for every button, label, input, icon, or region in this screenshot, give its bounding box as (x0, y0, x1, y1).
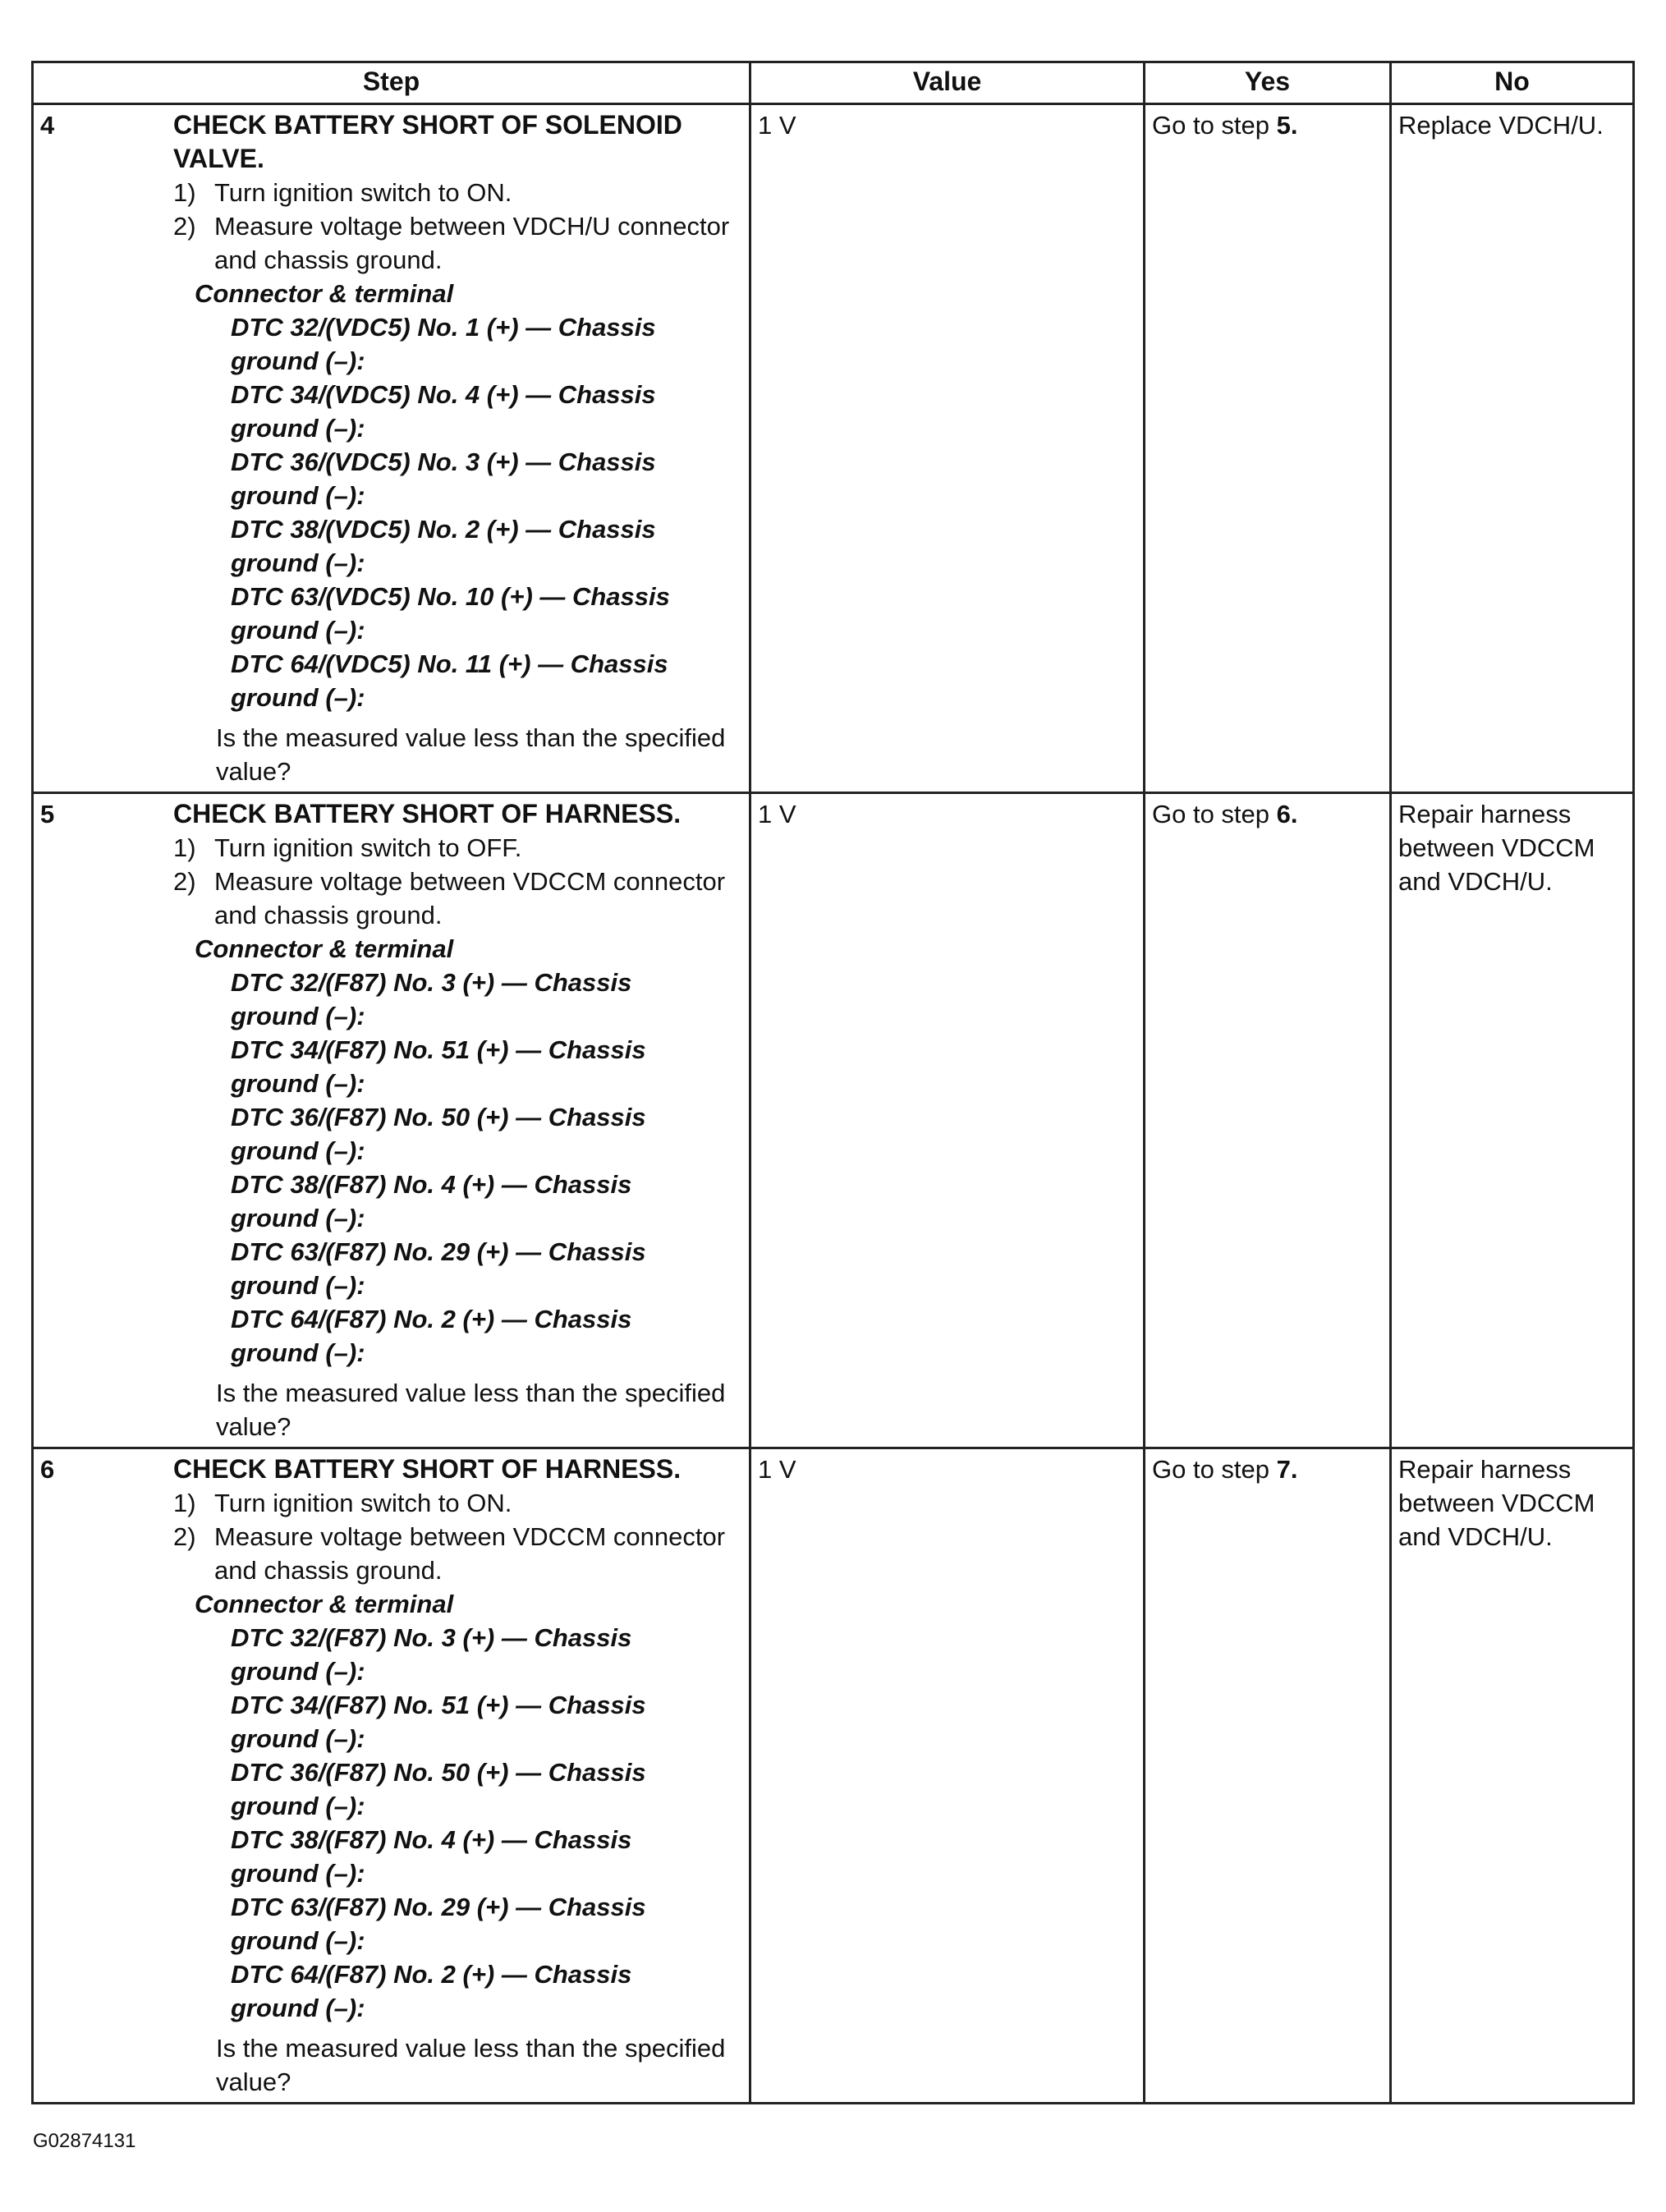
terminal-line: DTC 32/(F87) No. 3 (+) — Chassis ground (–): (231, 1623, 632, 1686)
header-yes: Yes (1145, 62, 1391, 104)
table-row (33, 104, 1634, 793)
question: Is the measured value less than the specified value? (216, 723, 726, 786)
table-header-row (33, 62, 1634, 104)
terminal-line: DTC 64/(F87) No. 2 (+) — Chassis ground (–): (231, 1305, 632, 1367)
figure-id: G02874131 (33, 2130, 136, 2152)
diagnostic-table (31, 61, 1635, 2104)
instruction: 2) Measure voltage between VDCCM connector and chassis ground. (173, 867, 726, 929)
yes-step-number: 7. (1276, 1455, 1298, 1484)
yes-cell: Go to step 6. (1145, 793, 1391, 1448)
no-cell: Replace VDCH/U. (1391, 104, 1634, 793)
value-cell: 1 V (750, 1448, 1145, 2104)
step-cell (33, 793, 750, 1448)
no-cell: Repair harness between VDCCM and VDCH/U. (1391, 793, 1634, 1448)
header-no: No (1391, 62, 1634, 104)
step-number: 6 (40, 1455, 55, 1484)
step-title: CHECK BATTERY SHORT OF HARNESS. (173, 1454, 682, 1484)
step-title: CHECK BATTERY SHORT OF HARNESS. (173, 799, 682, 828)
instruction: 2) Measure voltage between VDCH/U connector and chassis ground. (173, 212, 730, 274)
terminal-line: DTC 32/(F87) No. 3 (+) — Chassis ground (–): (231, 968, 632, 1030)
terminal-line: DTC 63/(F87) No. 29 (+) — Chassis ground (–): (231, 1237, 646, 1300)
terminal-line: DTC 38/(VDC5) No. 2 (+) — Chassis ground (–): (231, 515, 656, 577)
terminal-line: DTC 63/(F87) No. 29 (+) — Chassis ground (–): (231, 1893, 646, 1955)
terminal-line: DTC 36/(VDC5) No. 3 (+) — Chassis ground (–): (231, 447, 656, 510)
connector-terminal-heading: Connector & terminal (195, 934, 454, 963)
terminal-line: DTC 38/(F87) No. 4 (+) — Chassis ground (–): (231, 1170, 632, 1232)
step-cell (33, 1448, 750, 2104)
terminal-line: DTC 32/(VDC5) No. 1 (+) — Chassis ground (–): (231, 313, 656, 375)
instruction: 2) Measure voltage between VDCCM connector and chassis ground. (173, 1522, 726, 1585)
header-step: Step (33, 62, 750, 104)
terminal-line: DTC 38/(F87) No. 4 (+) — Chassis ground (–): (231, 1825, 632, 1888)
terminal-line: DTC 34/(VDC5) No. 4 (+) — Chassis ground (–): (231, 380, 656, 443)
header-value: Value (750, 62, 1145, 104)
terminal-line: DTC 34/(F87) No. 51 (+) — Chassis ground (–): (231, 1691, 646, 1753)
step-title: CHECK BATTERY SHORT OF SOLENOID VALVE. (173, 110, 682, 173)
value-cell: 1 V (750, 104, 1145, 793)
question: Is the measured value less than the specified value? (216, 1379, 726, 1441)
yes-step-number: 6. (1276, 800, 1298, 828)
terminal-line: DTC 63/(VDC5) No. 10 (+) — Chassis ground (–): (231, 582, 670, 645)
yes-step-number: 5. (1276, 111, 1298, 140)
terminal-line: DTC 36/(F87) No. 50 (+) — Chassis ground (–): (231, 1103, 646, 1165)
terminal-line: DTC 64/(VDC5) No. 11 (+) — Chassis ground (–): (231, 649, 668, 712)
step-cell (33, 104, 750, 793)
step-number: 4 (40, 111, 55, 140)
question: Is the measured value less than the specified value? (216, 2034, 726, 2096)
table-row (33, 1448, 1634, 2104)
instruction: 1) Turn ignition switch to ON. (173, 1489, 512, 1517)
yes-cell: Go to step 5. (1145, 104, 1391, 793)
value-cell: 1 V (750, 793, 1145, 1448)
connector-terminal-heading: Connector & terminal (195, 279, 454, 308)
instruction: 1) Turn ignition switch to ON. (173, 178, 512, 207)
table-row (33, 793, 1634, 1448)
terminal-line: DTC 64/(F87) No. 2 (+) — Chassis ground (–): (231, 1960, 632, 2022)
yes-cell: Go to step 7. (1145, 1448, 1391, 2104)
instruction: 1) Turn ignition switch to OFF. (173, 833, 522, 862)
terminal-line: DTC 36/(F87) No. 50 (+) — Chassis ground (–): (231, 1758, 646, 1820)
terminal-line: DTC 34/(F87) No. 51 (+) — Chassis ground (–): (231, 1035, 646, 1098)
connector-terminal-heading: Connector & terminal (195, 1590, 454, 1618)
step-number: 5 (40, 800, 55, 828)
no-cell: Repair harness between VDCCM and VDCH/U. (1391, 1448, 1634, 2104)
